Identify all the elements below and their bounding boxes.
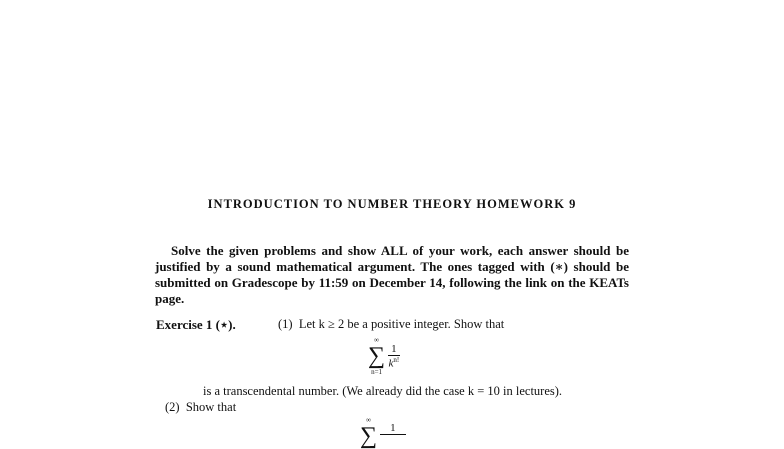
exercise-1-part-1 <box>278 317 504 332</box>
exercise-1-part-1-continuation: is a transcendental number. (We already did the case k = 10 in lectures). <box>203 384 563 398</box>
numerator: 1 <box>388 343 400 356</box>
fraction <box>380 422 406 435</box>
denominator-base: k <box>388 357 394 370</box>
sum-lower-limit: n=1 <box>371 368 383 376</box>
part-text: Show that <box>185 400 237 414</box>
series-formula-2 <box>360 416 406 448</box>
denominator-exponent: n! <box>393 355 400 364</box>
sigma-symbol: ∑ <box>360 423 378 449</box>
exercise-1-part-2 <box>165 400 236 415</box>
numerator: 1 <box>380 422 406 435</box>
instructions-paragraph: Solve the given problems and show ALL of your work, each answer should be justified by a sound mathematical argument. The ones tagged with (∗) should be submitted on Gradescope by 11:59 on December 14, following the link on the KEATs page. <box>155 243 629 306</box>
part-number: (2) <box>165 400 180 414</box>
part-number: (1) <box>278 317 293 331</box>
part-text: Let k ≥ 2 be a positive integer. Show that <box>298 317 505 331</box>
fraction <box>388 343 400 370</box>
sum-upper-limit: ∞ <box>374 336 380 344</box>
page-title: INTRODUCTION TO NUMBER THEORY HOMEWORK 9 <box>207 197 577 211</box>
sigma-symbol: ∑ <box>368 343 386 369</box>
series-formula-1 <box>368 336 400 376</box>
sum-upper-limit: ∞ <box>366 416 372 424</box>
exercise-1-label: Exercise 1 (⋆). <box>156 317 236 332</box>
